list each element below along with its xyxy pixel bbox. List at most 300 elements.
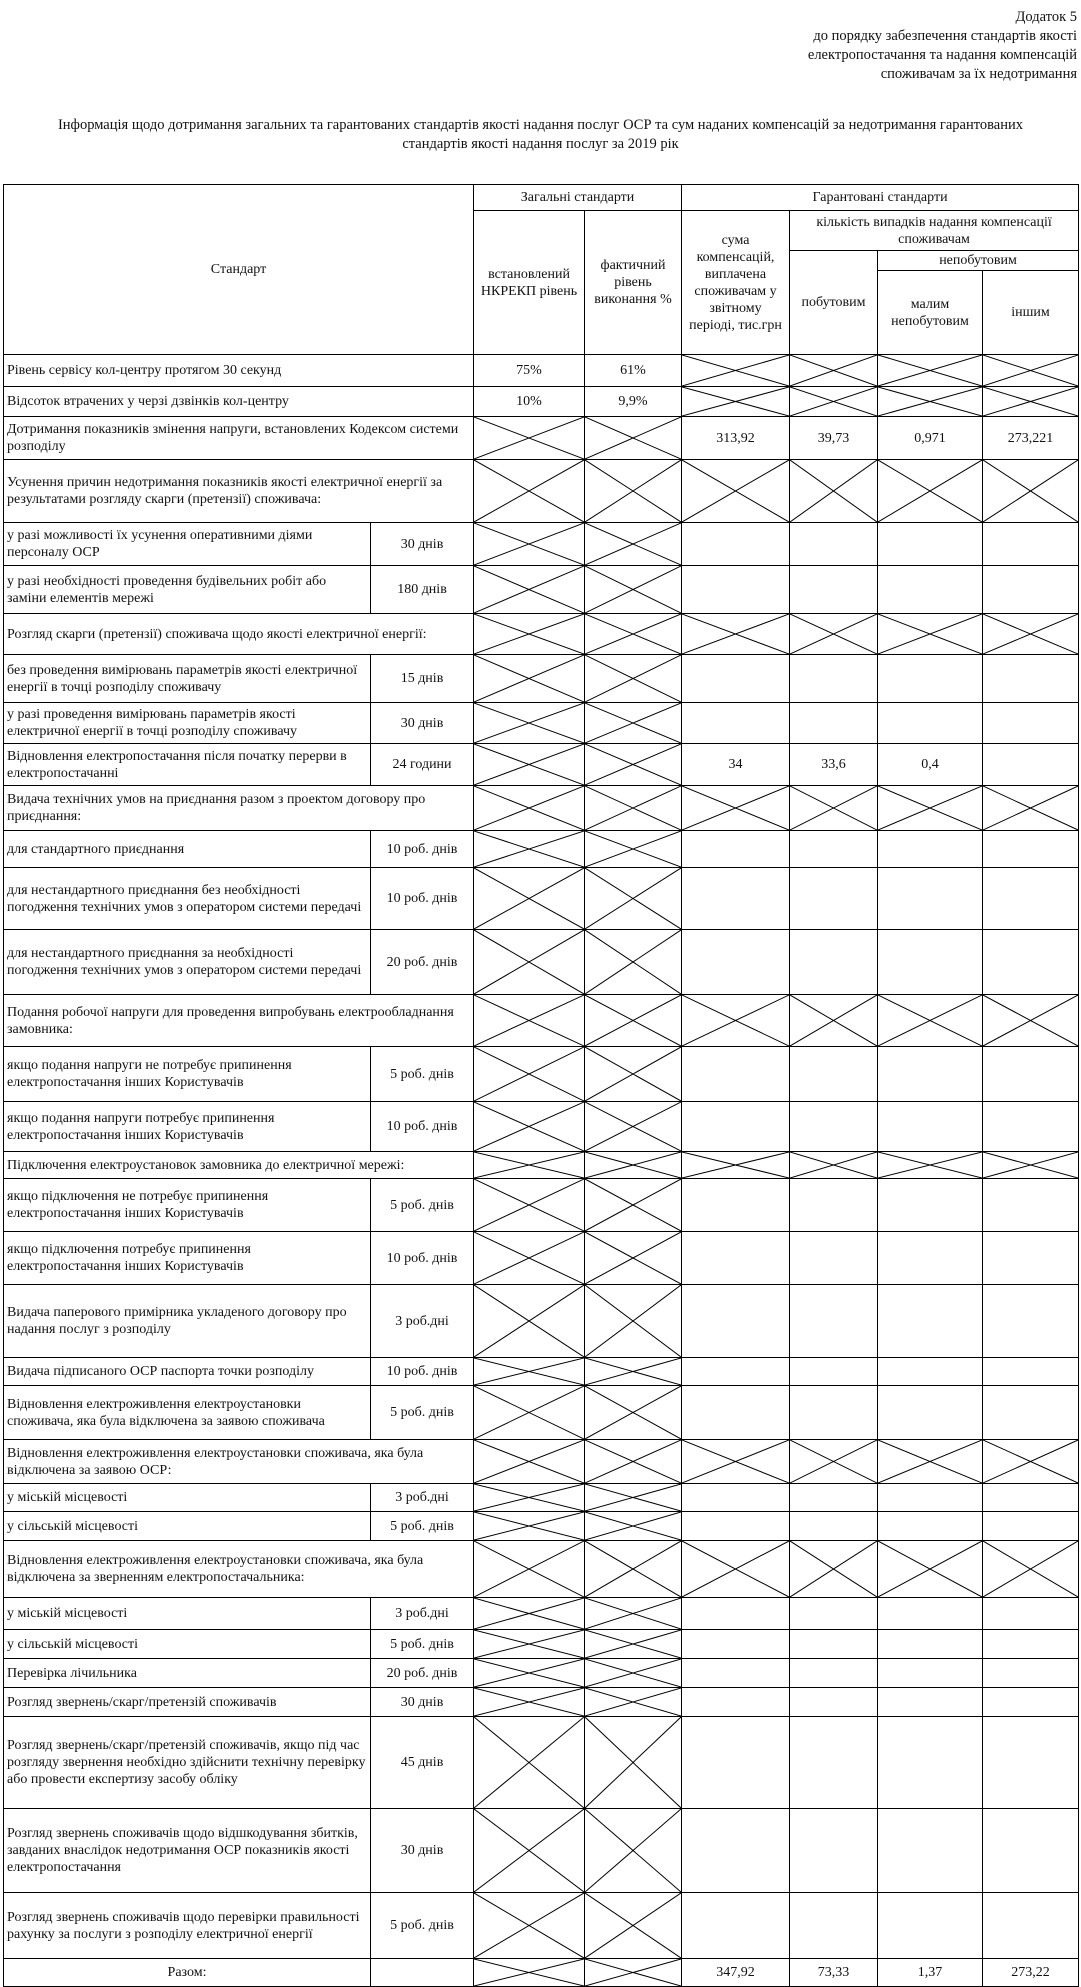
section-label: Видача технічних умов на приєднання разом з проектом договору про приєднання: [4,786,474,831]
cross-mark-icon [983,460,1078,522]
term-value: 10 роб. днів [371,1232,474,1285]
empty-cell [790,1893,878,1959]
cross-mark-icon [983,995,1078,1046]
cross-mark-icon [474,460,584,522]
crossed-cell [682,355,790,387]
crossed-cell [474,930,585,995]
cross-mark-icon [790,1440,877,1483]
set-level-value: 75% [474,355,585,387]
empty-cell [790,930,878,995]
cross-mark-icon [790,614,877,654]
cross-mark-icon [585,1659,681,1687]
empty-cell [790,1688,878,1717]
cross-mark-icon [585,1809,681,1892]
table-row [4,1285,1079,1358]
table-row [4,523,1079,566]
term-value: 3 роб.дні [371,1598,474,1630]
empty-cell [682,566,790,614]
section-label: Відновлення електроживлення електроустановки споживача, яка була відключена за зверненням електропостачальника: [4,1541,474,1598]
empty-cell [878,655,983,703]
cross-mark-icon [682,614,789,654]
term-value: 45 днів [371,1717,474,1809]
crossed-cell [585,614,682,655]
crossed-cell [585,1688,682,1717]
appendix-line: Додаток 5 [1015,9,1077,25]
empty-cell [682,868,790,930]
crossed-cell [878,1440,983,1484]
cross-mark-icon [474,1484,584,1511]
table-row [4,703,1079,744]
cross-mark-icon [585,523,681,565]
household-count-value: 33,6 [790,744,878,786]
crossed-cell [682,1152,790,1179]
crossed-cell [878,1541,983,1598]
cross-mark-icon [585,1598,681,1629]
empty-cell [790,1358,878,1386]
cross-mark-icon [474,868,584,929]
empty-cell [682,1484,790,1512]
empty-cell [878,1512,983,1541]
crossed-cell [585,655,682,703]
empty-cell [983,566,1079,614]
small-non-household-value: 0,971 [878,417,983,460]
empty-cell [790,1102,878,1152]
crossed-cell [682,460,790,523]
empty-cell [983,1688,1079,1717]
standard-label: у разі можливості їх усунення оперативними діями персоналу ОСР [4,523,371,566]
standard-label: у сільській місцевості [4,1630,371,1659]
cross-mark-icon [585,1893,681,1958]
crossed-cell [983,460,1079,523]
empty-cell [983,1598,1079,1630]
cross-mark-icon [878,387,982,416]
total-sum-value: 347,92 [682,1959,790,1987]
cross-mark-icon [682,1152,789,1178]
cross-mark-icon [474,1959,584,1986]
crossed-cell [474,831,585,868]
table-row [4,1386,1079,1440]
crossed-cell [878,995,983,1047]
cross-mark-icon [585,566,681,613]
household-count-value: 39,73 [790,417,878,460]
table-row [4,417,1079,460]
empty-cell [983,655,1079,703]
empty-cell [790,655,878,703]
crossed-cell [585,417,682,460]
crossed-cell [790,1541,878,1598]
term-value: 30 днів [371,703,474,744]
empty-cell [878,1047,983,1102]
crossed-cell [474,1358,585,1386]
crossed-cell [585,744,682,786]
empty-cell [682,703,790,744]
crossed-cell [474,1102,585,1152]
standard-label: Розгляд звернень споживачів щодо перевірки правильності рахунку за послуги з розподілу електричної енергії [4,1893,371,1959]
term-value: 5 роб. днів [371,1179,474,1232]
cross-mark-icon [585,1440,681,1483]
crossed-cell [585,1809,682,1893]
header-cases-count: кількість випадків надання компенсації споживачам [790,211,1079,251]
empty-cell [682,1659,790,1688]
crossed-cell [474,995,585,1047]
crossed-cell [878,460,983,523]
other-count-value: 273,221 [983,417,1079,460]
cross-mark-icon [474,1152,584,1178]
cross-mark-icon [585,1102,681,1151]
cross-mark-icon [878,355,982,386]
empty-cell [878,1893,983,1959]
table-row [4,355,1079,387]
empty-cell [878,831,983,868]
cross-mark-icon [474,523,584,565]
term-value: 5 роб. днів [371,1386,474,1440]
table-row [4,1102,1079,1152]
crossed-cell [878,387,983,417]
crossed-cell [474,1047,585,1102]
crossed-cell [474,1688,585,1717]
empty-cell [682,1688,790,1717]
cross-mark-icon [585,417,681,459]
crossed-cell [474,1179,585,1232]
empty-cell [682,655,790,703]
cross-mark-icon [790,1152,877,1178]
crossed-cell [682,387,790,417]
crossed-cell [585,523,682,566]
cross-mark-icon [585,1152,681,1178]
empty-cell [790,1717,878,1809]
term-value: 10 роб. днів [371,831,474,868]
standard-label: якщо подання напруги не потребує припинення електропостачання інших Користувачів [4,1047,371,1102]
crossed-cell [790,1152,878,1179]
table-row [4,1809,1079,1893]
table-row [4,1440,1079,1484]
cross-mark-icon [585,1179,681,1231]
empty-cell [790,1047,878,1102]
standard-label: Видача паперового примірника укладеного договору про надання послуг з розподілу [4,1285,371,1358]
crossed-cell [585,1484,682,1512]
crossed-cell [790,995,878,1047]
empty-cell [682,1630,790,1659]
document-title [0,116,1081,154]
cross-mark-icon [585,1688,681,1716]
set-level-value: 10% [474,387,585,417]
cross-mark-icon [474,1512,584,1540]
crossed-cell [474,1285,585,1358]
crossed-cell [790,460,878,523]
standard-label: у міській місцевості [4,1598,371,1630]
crossed-cell [585,1541,682,1598]
crossed-cell [585,1232,682,1285]
empty-cell [790,1809,878,1893]
cross-mark-icon [474,744,584,785]
cross-mark-icon [585,786,681,830]
crossed-cell [474,744,585,786]
cross-mark-icon [474,1285,584,1357]
header-compensation-sum: сума компенсацій, виплачена споживачам у звітному періоді, тис.грн [682,211,790,355]
empty-cell [878,1598,983,1630]
empty-cell [682,1512,790,1541]
term-value: 5 роб. днів [371,1047,474,1102]
cross-mark-icon [585,1512,681,1540]
cross-mark-icon [878,786,982,830]
empty-cell [878,703,983,744]
term-value: 20 роб. днів [371,1659,474,1688]
table-row [4,1232,1079,1285]
term-value: 5 роб. днів [371,1893,474,1959]
empty-cell [682,1232,790,1285]
empty-cell [983,703,1079,744]
crossed-cell [474,868,585,930]
crossed-cell [878,1152,983,1179]
empty-cell [983,868,1079,930]
empty-cell [983,1232,1079,1285]
standard-label: у сільській місцевості [4,1512,371,1541]
empty-cell [790,1512,878,1541]
header-actual-level: фактичний рівень виконання % [585,211,682,355]
cross-mark-icon [878,1541,982,1597]
cross-mark-icon [585,460,681,522]
table-row [4,1047,1079,1102]
table-row [4,1152,1079,1179]
crossed-cell [983,1152,1079,1179]
standard-label: Розгляд звернень/скарг/претензій споживачів, якщо під час розгляду звернення необхідно здійснити технічну перевірку або провести експертизу засобу обліку [4,1717,371,1809]
cross-mark-icon [878,1440,982,1483]
table-row [4,1598,1079,1630]
term-value: 3 роб.дні [371,1285,474,1358]
cross-mark-icon [474,1659,584,1687]
empty-cell [983,1512,1079,1541]
crossed-cell [790,1440,878,1484]
term-value: 180 днів [371,566,474,614]
empty-cell [790,703,878,744]
header-guaranteed: Гарантовані стандарти [682,185,1079,211]
empty-cell [682,523,790,566]
cross-mark-icon [585,1047,681,1101]
crossed-cell [585,1659,682,1688]
total-small-value: 1,37 [878,1959,983,1987]
crossed-cell [682,1440,790,1484]
empty-cell [878,523,983,566]
empty-cell [878,566,983,614]
cross-mark-icon [474,1047,584,1101]
standard-label: Видача підписаного ОСР паспорта точки розподілу [4,1358,371,1386]
crossed-cell [585,831,682,868]
total-household-value: 73,33 [790,1959,878,1987]
cross-mark-icon [474,831,584,867]
cross-mark-icon [682,1440,789,1483]
crossed-cell [585,1047,682,1102]
header-small-non-household: малим непобутовим [878,271,983,355]
header-non-household: непобутовим [878,251,1079,271]
table-row [4,930,1079,995]
crossed-cell [474,1152,585,1179]
cross-mark-icon [790,995,877,1046]
crossed-cell [585,868,682,930]
cross-mark-icon [790,1541,877,1597]
empty-cell [878,1688,983,1717]
table-row [4,1512,1079,1541]
cross-mark-icon [878,614,982,654]
crossed-cell [474,1598,585,1630]
cross-mark-icon [585,744,681,785]
header-household: побутовим [790,251,878,355]
standards-table [3,184,1079,1987]
table-row [4,1688,1079,1717]
empty-cell [983,1893,1079,1959]
standard-label: Перевірка лічильника [4,1659,371,1688]
title-line: Інформація щодо дотримання загальних та гарантованих стандартів якості надання послуг ОСР та сум наданих компенсацій за недотримання гарантованих [57,117,1024,133]
cross-mark-icon [474,1386,584,1439]
term-value: 10 роб. днів [371,868,474,930]
crossed-cell [585,566,682,614]
crossed-cell [983,1440,1079,1484]
standard-label: у міській місцевості [4,1484,371,1512]
empty-cell [983,1285,1079,1358]
crossed-cell [682,1541,790,1598]
appendix-line: електропостачання та надання компенсацій [807,47,1077,63]
term-value: 30 днів [371,1809,474,1893]
empty-cell [878,1717,983,1809]
empty-cell [983,1717,1079,1809]
empty-cell [983,1484,1079,1512]
term-value: 20 роб. днів [371,930,474,995]
term-value: 30 днів [371,1688,474,1717]
compensation-sum-value: 34 [682,744,790,786]
total-label: Разом: [4,1959,371,1987]
table-row [4,614,1079,655]
empty-cell [682,1717,790,1809]
table-row [4,1630,1079,1659]
term-value: 5 роб. днів [371,1630,474,1659]
crossed-cell [585,1440,682,1484]
empty-cell [878,1358,983,1386]
empty-cell [983,930,1079,995]
cross-mark-icon [474,655,584,702]
empty-cell [682,1598,790,1630]
cross-mark-icon [474,1541,584,1597]
cross-mark-icon [682,995,789,1046]
empty-cell [878,868,983,930]
crossed-cell [585,1152,682,1179]
table-row [4,1717,1079,1809]
empty-cell [682,1893,790,1959]
cross-mark-icon [474,1102,584,1151]
crossed-cell [585,1598,682,1630]
empty-cell [682,1102,790,1152]
appendix-line: споживачам за їх недотримання [880,66,1077,82]
title-line: стандартів якості надання послуг за 2019 рік [402,136,679,152]
cross-mark-icon [474,614,584,654]
actual-level-value: 9,9% [585,387,682,417]
cross-mark-icon [585,1630,681,1658]
other-count-value [983,744,1079,786]
crossed-cell [585,930,682,995]
empty-cell [983,1809,1079,1893]
standard-label: без проведення вимірювань параметрів якості електричної енергії в точці розподілу споживачу [4,655,371,703]
empty-cell [878,1809,983,1893]
crossed-cell [878,355,983,387]
empty-cell [983,1659,1079,1688]
term-value: 5 роб. днів [371,1512,474,1541]
empty-cell [983,831,1079,868]
standard-label: Відновлення електроживлення електроустановки споживача, яка була відключена за заявою споживача [4,1386,371,1440]
cross-mark-icon [585,614,681,654]
cross-mark-icon [585,1358,681,1385]
actual-level-value: 61% [585,355,682,387]
cross-mark-icon [474,1809,584,1892]
cross-mark-icon [983,355,1078,386]
crossed-cell [474,417,585,460]
cross-mark-icon [585,868,681,929]
cross-mark-icon [585,930,681,994]
standard-label: Дотримання показників змінення напруги, встановлених Кодексом системи розподілу [4,417,474,460]
crossed-cell [790,355,878,387]
empty-cell [983,1102,1079,1152]
cross-mark-icon [878,1152,982,1178]
empty-cell [682,1358,790,1386]
cross-mark-icon [474,703,584,743]
crossed-cell [983,786,1079,831]
cross-mark-icon [983,614,1078,654]
table-row [4,1358,1079,1386]
table-row [4,831,1079,868]
cross-mark-icon [474,786,584,830]
crossed-cell [474,703,585,744]
crossed-cell [474,1232,585,1285]
empty-cell [790,1179,878,1232]
table-row [4,1541,1079,1598]
appendix-line: до порядку забезпечення стандартів якості [813,28,1077,44]
crossed-cell [585,786,682,831]
table-row [4,1484,1079,1512]
cross-mark-icon [682,1541,789,1597]
standard-label: Відсоток втрачених у черзі дзвінків кол-центру [4,387,474,417]
cross-mark-icon [474,1598,584,1629]
cross-mark-icon [474,1232,584,1284]
cross-mark-icon [474,417,584,459]
table-row [4,655,1079,703]
crossed-cell [983,1541,1079,1598]
table-row [4,566,1079,614]
standard-label: якщо подання напруги потребує припинення електропостачання інших Користувачів [4,1102,371,1152]
compensation-sum-value: 313,92 [682,417,790,460]
header-other: іншим [983,271,1079,355]
crossed-cell [474,1717,585,1809]
cross-mark-icon [983,1541,1078,1597]
table-row [4,460,1079,523]
standard-label: Розгляд звернень споживачів щодо відшкодування збитків, завданих внаслідок недотримання ОСР показників якості електропостачання [4,1809,371,1893]
crossed-cell [585,703,682,744]
header-set-level: встановлений НКРЕКП рівень [474,211,585,355]
empty-cell [878,1285,983,1358]
empty-cell [878,1102,983,1152]
empty-cell [682,930,790,995]
crossed-cell [983,995,1079,1047]
crossed-cell [790,786,878,831]
empty-cell [790,1659,878,1688]
standard-label: для нестандартного приєднання без необхідності погодження технічних умов з оператором системи передачі [4,868,371,930]
empty-cell [790,1285,878,1358]
empty-cell [790,831,878,868]
table-row [4,1893,1079,1959]
empty-cell [878,1659,983,1688]
crossed-cell [474,1541,585,1598]
standard-label: Відновлення електропостачання після початку перерви в електропостачанні [4,744,371,786]
cross-mark-icon [983,1440,1078,1483]
crossed-cell [474,1386,585,1440]
term-value: 3 роб.дні [371,1484,474,1512]
crossed-cell [474,1809,585,1893]
